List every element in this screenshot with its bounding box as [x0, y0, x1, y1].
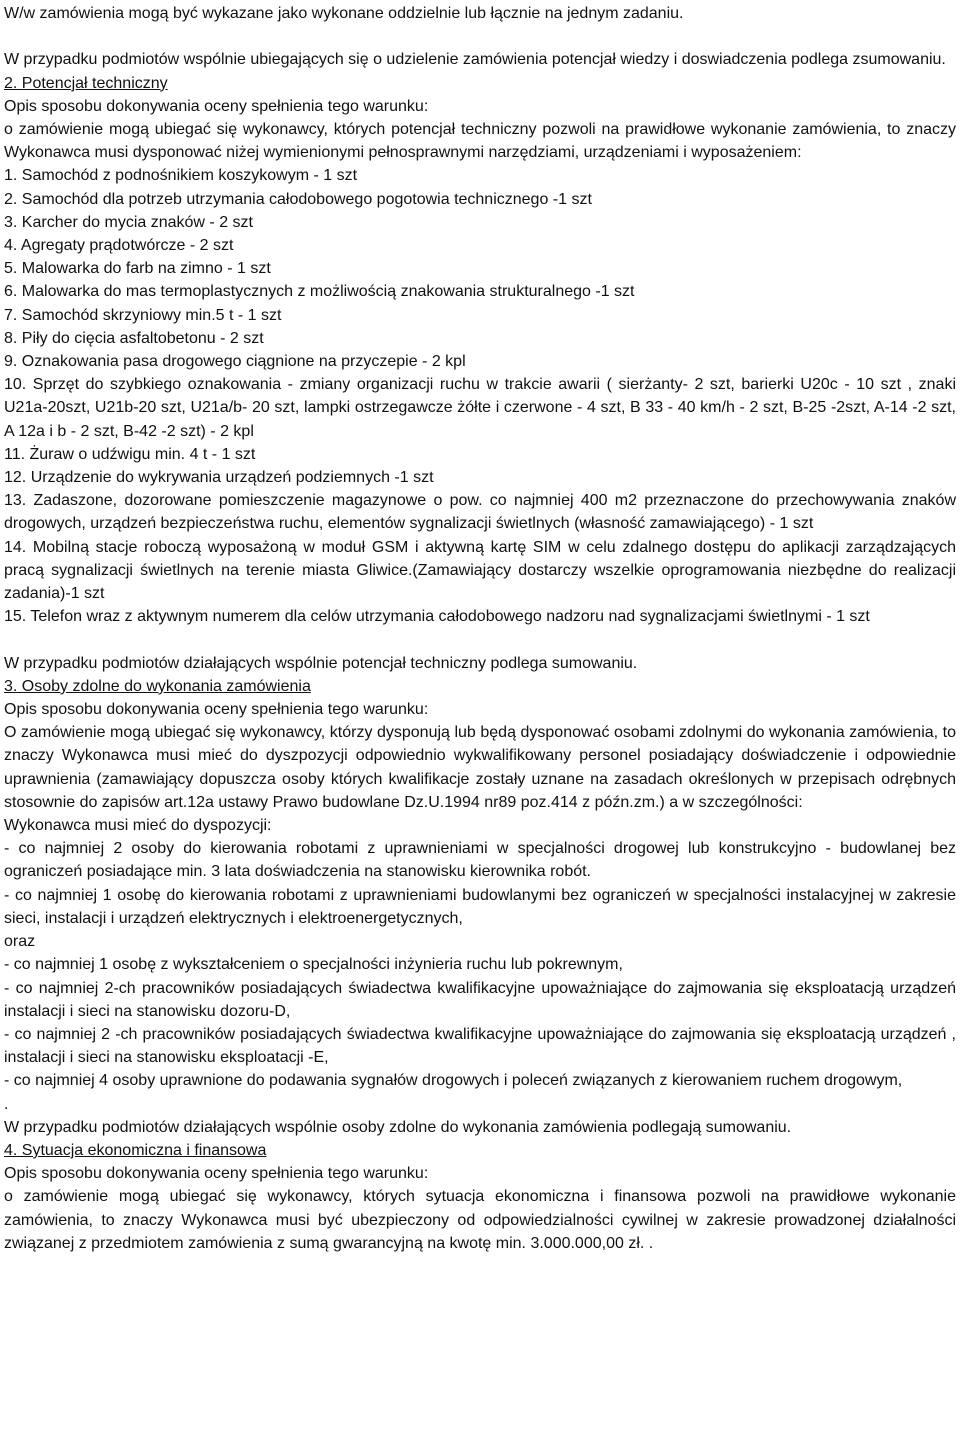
section-2-summary: W przypadku podmiotów działających wspólnie potencjał techniczny podlega sumowaniu.: [4, 654, 638, 672]
list-item: 6. Malowarka do mas termoplastycznych z możliwością znakowania strukturalnego -1 szt: [4, 283, 635, 301]
list-item: 10. Sprzęt do szybkiego oznakowania - zmiany organizacji ruchu w trakcie awarii ( sierżanty- 2 szt, barierki U20c - 10 szt , znaki U21a-20szt, U21b-20 szt, U21a/b- 20 szt, lampki ostrzegawcze żółte i czerwone - 4 szt, B 33 - 40 km/h - 2 szt, B-25 -2szt, A-14 -2 szt, A 12a i b - 2 szt, B-42 -2 szt) - 2 kpl: [4, 376, 956, 440]
list-item: 13. Zadaszone, dozorowane pomieszczenie magazynowe o pow. co najmniej 400 m2 przeznaczone do przechowywania znaków drogowych, urządzeń bezpieczeństwa ruchu, elementów sygnalizacji świetlnych (własność zamawiającego) - 1 szt: [4, 492, 956, 533]
list-item: 1. Samochód z podnośnikiem koszykowym - 1 szt: [4, 167, 358, 185]
section-3-body: O zamówienie mogą ubiegać się wykonawcy, którzy dysponują lub będą dysponować osobami zdolnymi do wykonania zamówienia, to znaczy Wykonawca musi mieć do dyszpozycji odpowiednio wykwalifikowany personel posiadający doświadczenie i odpowiednie uprawnienia (zamawiający dopuszcza osoby których kwalifikacje zostały uznane na zasadach określonych w przepisach odrębnych stosownie do zapisów art.12a ustawy Prawo budowlane Dz.U.1994 nr89 poz.414 z późn.zm.) a w szczególności:: [4, 724, 956, 811]
list-item: 7. Samochód skrzyniowy min.5 t - 1 szt: [4, 306, 282, 324]
list-item: 4. Agregaty prądotwórcze - 2 szt: [4, 237, 234, 255]
intro-line-1: W/w zamówienia mogą być wykazane jako wykonane oddzielnie lub łącznie na jednym zadaniu.: [4, 5, 684, 22]
list-item: - co najmniej 2-ch pracowników posiadających świadectwa kwalifikacyjne upoważniające do zajmowania się eksploatacją urządzeń instalacji i sieci na stanowisku dozoru-D,: [4, 979, 956, 1020]
section-3-intro: Wykonawca musi mieć do dyspozycji:: [4, 817, 272, 835]
section-2-desc: Opis sposobu dokonywania oceny spełnienia tego warunku:: [4, 97, 429, 115]
list-item: - co najmniej 1 osobę do kierowania robotami z uprawnieniami budowlanymi bez ograniczeń w specjalności instalacyjnej w zakresie sieci, instalacji i urządzeń elektrycznych i elektroenergetycznych,: [4, 886, 956, 927]
equipment-list: [4, 164, 956, 628]
section-4-body: o zamówienie mogą ubiegać się wykonawcy, których sytuacja ekonomiczna i finansowa pozwoli na prawidłowe wykonanie zamówienia, to znaczy Wykonawca musi być ubezpieczony od odpowiedzialności cywilnej w zakresie prowadzonej działalności związanej z przedmiotem zamówienia z sumą gwarancyjną na kwotę min. 3.000.000,00 zł. .: [4, 1188, 956, 1252]
spacer: [4, 628, 956, 651]
list-item: - co najmniej 2 osoby do kierowania robotami z uprawnieniami w specjalności drogowej lub konstrukcyjno - budowlanej bez ograniczeń posiadające min. 3 lata doświadczenia na stanowisku kierownika robót.: [4, 840, 956, 881]
intro-line-2: W przypadku podmiotów wspólnie ubiegających się o udzielenie zamówienia potencjał wiedzy i doswiadczenia podlega zsumowaniu.: [4, 51, 946, 69]
spacer: [4, 25, 956, 48]
section-4-desc: Opis sposobu dokonywania oceny spełnienia tego warunku:: [4, 1165, 429, 1183]
section-4-heading: 4. Sytuacja ekonomiczna i finansowa: [4, 1141, 267, 1159]
list-item: 8. Piły do cięcia asfaltobetonu - 2 szt: [4, 329, 264, 347]
list-item: 2. Samochód dla potrzeb utrzymania całodobowego pogotowia technicznego -1 szt: [4, 190, 592, 208]
personnel-list: [4, 837, 956, 1115]
list-item: 11. Żuraw o udźwigu min. 4 t - 1 szt: [4, 445, 256, 463]
list-item: 5. Malowarka do farb na zimno - 1 szt: [4, 260, 271, 278]
list-item: .: [4, 1095, 9, 1113]
list-item: 14. Mobilną stacje roboczą wyposażoną w moduł GSM i aktywną kartę SIM w celu zdalnego dostępu do aplikacji zarządzających pracą sygnalizacji świetlnych na terenie miasta Gliwice.(Zamawiający dostarczy wszelkie oprogramowania niezbędne do realizacji zadania)-1 szt: [4, 538, 956, 603]
list-item: 12. Urządzenie do wykrywania urządzeń podziemnych -1 szt: [4, 469, 434, 487]
section-2-heading: 2. Potencjał techniczny: [4, 74, 168, 92]
list-item: 15. Telefon wraz z aktywnym numerem dla celów utrzymania całodobowego nadzoru nad sygnalizacjami świetlnymi - 1 szt: [4, 608, 870, 626]
section-3-summary: W przypadku podmiotów działających wspólnie osoby zdolne do wykonania zamówienia podlegają sumowaniu.: [4, 1118, 792, 1136]
list-item: - co najmniej 2 -ch pracowników posiadających świadectwa kwalifikacyjne upoważniające do zajmowania się eksploatacją urządzeń , instalacji i sieci na stanowisku eksploatacji -E,: [4, 1025, 956, 1067]
section-2-body: o zamówienie mogą ubiegać się wykonawcy, których potencjał techniczny pozwoli na prawidłowe wykonanie zamówienia, to znaczy Wykonawca musi dysponować niżej wymienionymi pełnosprawnymi narzędziami, urządzeniami i wyposażeniem:: [4, 121, 956, 162]
list-item: - co najmniej 1 osobę z wykształceniem o specjalności inżynieria ruchu lub pokrewnym,: [4, 956, 623, 974]
list-item: 3. Karcher do mycia znaków - 2 szt: [4, 213, 253, 231]
section-3-desc: Opis sposobu dokonywania oceny spełnienia tego warunku:: [4, 701, 429, 719]
list-item: oraz: [4, 933, 36, 951]
section-3-heading: 3. Osoby zdolne do wykonania zamówienia: [4, 677, 311, 695]
list-item: 9. Oznakowania pasa drogowego ciągnione na przyczepie - 2 kpl: [4, 353, 466, 371]
list-item: - co najmniej 4 osoby uprawnione do podawania sygnałów drogowych i poleceń związanych z kierowaniem ruchem drogowym,: [4, 1072, 903, 1090]
